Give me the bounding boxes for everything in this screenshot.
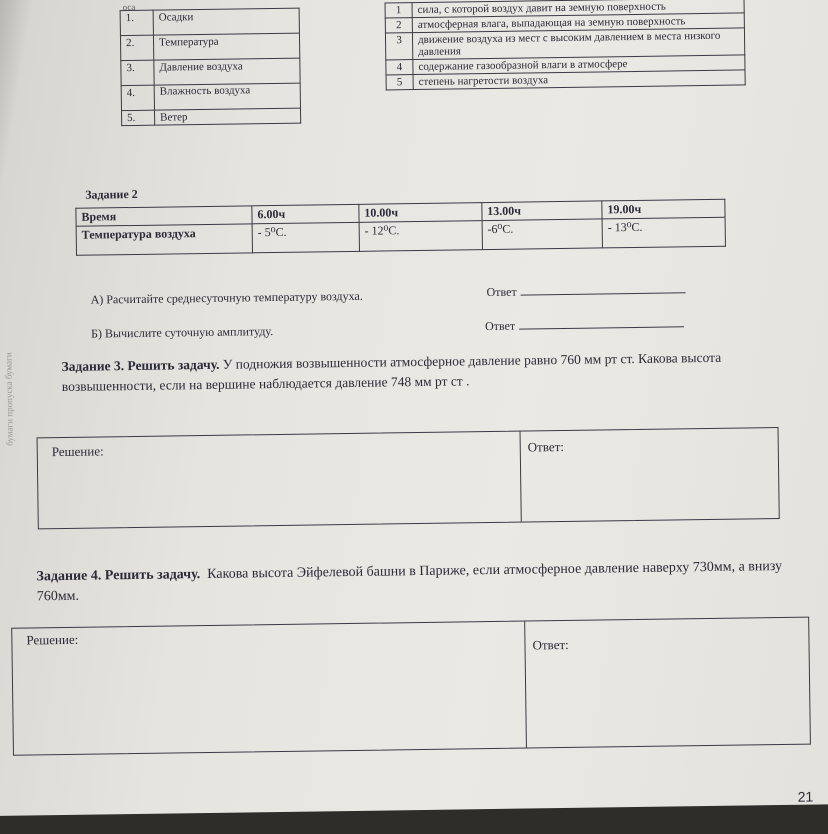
definition-cell: атмосферная влага, выпадающая на земную поверхность xyxy=(412,13,744,33)
definition-cell: степень нагретости воздуха xyxy=(413,70,745,90)
time-cell: 13.00ч xyxy=(482,201,602,221)
row-number: 3 xyxy=(385,33,412,60)
time-cell: 10.00ч xyxy=(359,203,482,223)
table-row xyxy=(120,33,299,60)
question-b: Б) Вычислите суточную амплитуду. xyxy=(91,324,274,341)
task3-solution-label: Решение: xyxy=(51,443,104,460)
task4-text xyxy=(36,557,796,608)
row-number: 4. xyxy=(121,85,154,110)
row-number: 5. xyxy=(122,110,155,125)
task4-solution-label: Решение: xyxy=(26,631,79,648)
temp-cell: - 13⁰С. xyxy=(602,217,725,248)
task4-body: Какова высота Эйфелевой башни в Париже, если атмосферное давление наверху 730мм, а внизу 760мм. xyxy=(36,558,783,605)
time-cell: 6.00ч xyxy=(252,204,359,223)
answer-b[interactable] xyxy=(485,316,684,334)
term-cell: Давление воздуха xyxy=(154,58,300,85)
header-fragment: оса xyxy=(122,1,136,13)
matching-right-table xyxy=(385,0,746,90)
answer-a-label: Ответ xyxy=(486,284,517,300)
time-cell: 19.00ч xyxy=(602,199,725,219)
table-row xyxy=(121,83,300,110)
task3-answer-label: Ответ: xyxy=(527,438,565,455)
row-number: 3. xyxy=(121,60,154,85)
matching-left-table xyxy=(120,8,302,127)
task4-answer-box xyxy=(11,617,811,756)
definition-cell: движение воздуха из мест с высоким давлением в места низкого давления xyxy=(412,28,744,60)
question-a: А) Расчитайте среднесуточную температуру воздуха. xyxy=(90,288,363,307)
table-row xyxy=(120,8,299,35)
task4-answer-area[interactable] xyxy=(529,654,806,744)
task3-body: У подножия возвышенности атмосферное давление равно 760 мм рт ст. Какова высота возвышенности, если на вершине наблюдается давление 748 мм рт ст . xyxy=(61,349,722,394)
term-cell: Ветер xyxy=(154,108,300,125)
task3-title: Задание 3. Решить задачу. xyxy=(61,356,220,375)
term-cell: Температура xyxy=(153,33,299,60)
task4-title: Задание 4. Решить задачу. xyxy=(36,567,201,585)
answer-a-line[interactable] xyxy=(521,282,686,295)
task3-answer-box xyxy=(37,427,780,529)
time-row-label: Время xyxy=(76,206,252,226)
task4-answer-label: Ответ: xyxy=(532,636,569,653)
answer-a[interactable] xyxy=(486,282,685,300)
task3-answer-area[interactable] xyxy=(524,454,775,519)
side-bleed-text: бумаги пропуска бумаги xyxy=(3,352,15,446)
table-row xyxy=(122,108,301,125)
page-number: 21 xyxy=(797,788,814,805)
temp-cell: - 12⁰С. xyxy=(359,221,482,252)
temperature-table xyxy=(75,199,726,256)
temp-row-label: Температура воздуха xyxy=(76,224,252,255)
task3-solution-area[interactable] xyxy=(39,454,520,527)
term-cell: Влажность воздуха xyxy=(154,83,300,110)
temp-cell: - 5⁰С. xyxy=(252,222,359,252)
definition-cell: сила, с которой воздух давит на земную поверхность xyxy=(412,0,744,18)
answer-b-label: Ответ xyxy=(484,318,516,334)
definition-cell: содержание газообразной влаги в атмосфере xyxy=(413,55,745,75)
row-number: 2 xyxy=(385,18,412,33)
term-cell: Осадки xyxy=(153,8,299,35)
row-number: 5 xyxy=(386,75,413,90)
row-number: 2. xyxy=(120,35,153,60)
row-number: 4 xyxy=(386,60,413,75)
task3-text xyxy=(61,347,751,397)
row-number: 1. xyxy=(120,10,153,35)
table-row xyxy=(121,58,300,85)
task2-title: Задание 2 xyxy=(85,186,138,202)
temp-cell: -6⁰С. xyxy=(482,219,603,250)
task4-solution-area[interactable] xyxy=(14,646,523,751)
answer-b-line[interactable] xyxy=(519,316,684,329)
row-number: 1 xyxy=(385,3,412,18)
